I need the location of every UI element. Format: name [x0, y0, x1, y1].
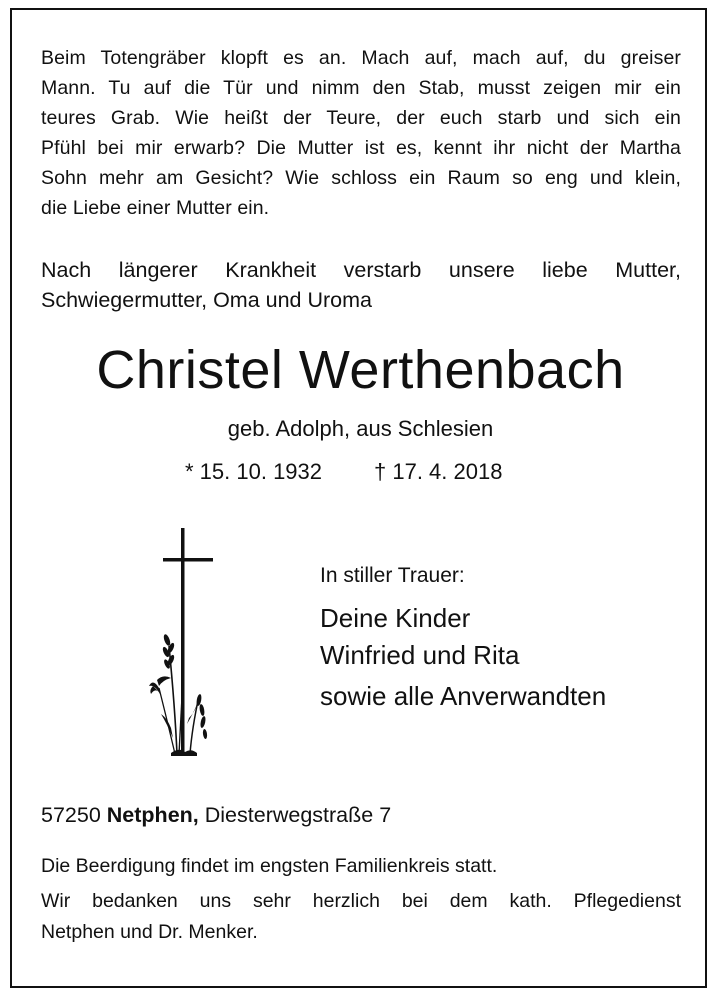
family-address: [41, 800, 391, 830]
mourners-line: Winfried und Rita: [320, 640, 520, 670]
poem-line: Sohn mehr am Gesicht? Wie schloss ein Raum so eng und klein,: [41, 167, 681, 189]
poem-line: die Liebe einer Mutter ein.: [41, 197, 270, 219]
thanks-line: Wir bedanken uns sehr herzlich bei dem kath. Pflegedienst: [41, 890, 681, 912]
poem-line: Beim Totengräber klopft es an. Mach auf, mach auf, du greiser: [41, 47, 681, 69]
birth-date: * 15. 10. 1932: [185, 459, 323, 484]
intro-line: Schwiegermutter, Oma und Uroma: [41, 288, 372, 312]
death-date: † 17. 4. 2018: [374, 459, 503, 484]
mourners-line: Deine Kinder: [320, 603, 471, 633]
funeral-note: Die Beerdigung findet im engsten Familienkreis statt.: [41, 855, 498, 877]
life-dates: [185, 456, 502, 488]
deceased-name: Christel Werthenbach: [96, 340, 625, 400]
cross-with-wheat-icon: [145, 528, 225, 758]
poem-line: teures Grab. Wie heißt der Teure, der euch starb und sich ein: [41, 107, 681, 129]
birth-name-note: geb. Adolph, aus Schlesien: [227, 416, 494, 441]
poem-text: [41, 43, 681, 223]
postcode: 57250: [41, 803, 101, 827]
city: Netphen,: [106, 803, 199, 827]
death-announcement-intro: [41, 255, 681, 315]
mourning-label: In stiller Trauer:: [320, 564, 465, 587]
mourners-line: sowie alle Anverwandten: [320, 681, 607, 711]
thanks-line: Netphen und Dr. Menker.: [41, 921, 258, 943]
poem-line: Mann. Tu auf die Tür und nimm den Stab, musst zeigen mir ein: [41, 77, 681, 99]
poem-line: Pfühl bei mir erwarb? Die Mutter ist es, kennt ihr nicht der Martha: [41, 137, 681, 159]
thanks-note: [41, 886, 681, 948]
intro-line: Nach längerer Krankheit verstarb unsere liebe Mutter,: [41, 258, 681, 282]
street: Diesterwegstraße 7: [204, 803, 392, 827]
